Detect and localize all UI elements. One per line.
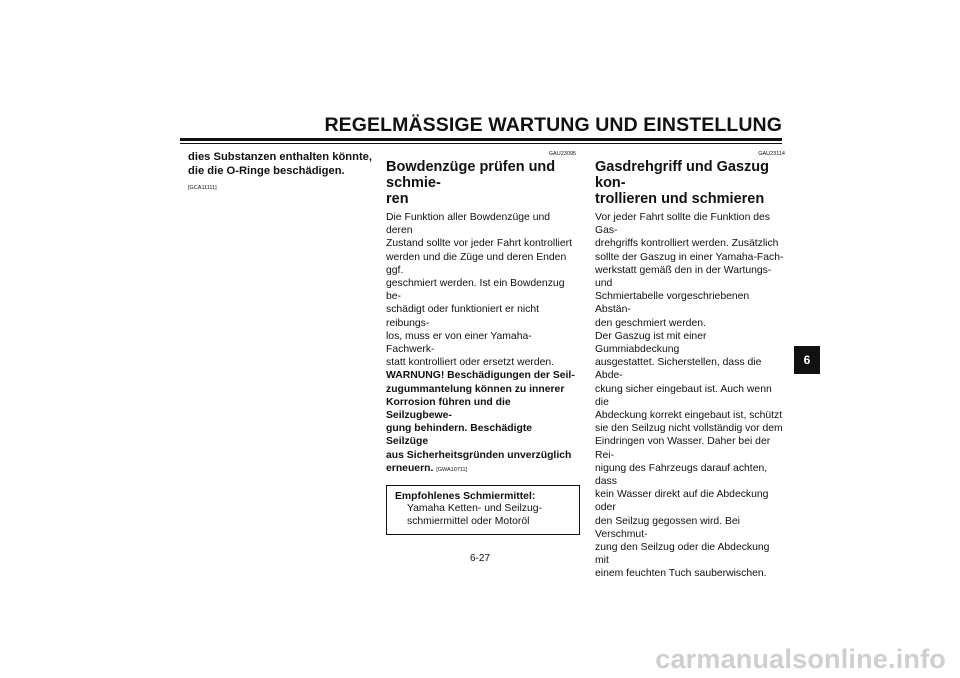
throttle-body-line-14: kein Wasser direkt auf die Abdeckung oder: [595, 489, 769, 514]
cables-body-line-5: schädigt oder funktioniert er nicht reibungs-: [386, 304, 540, 329]
section-heading-cables: [386, 159, 576, 207]
header-rule-thick: [180, 138, 782, 141]
caution-code: [GCA11111]: [188, 185, 217, 191]
lubricant-box-line-2: schmiermittel oder Motoröl: [407, 515, 530, 527]
warning-line-6: erneuern.: [386, 462, 434, 474]
throttle-body-line-4: werkstatt gemäß den in der Wartungs- und: [595, 264, 772, 290]
section-heading-throttle: [595, 159, 785, 207]
page-number: 6-27: [469, 553, 490, 564]
caution-continuation-line-1: dies Substanzen enthalten könnte,: [188, 151, 372, 163]
lubricant-box: [386, 485, 580, 535]
watermark: carmanualsonline.info: [655, 644, 946, 674]
lubricant-box-line-1: Yamaha Ketten- und Seilzug-: [407, 503, 542, 515]
warning-line-3: Korrosion führen und die Seilzugbewe-: [386, 396, 511, 422]
throttle-body-line-6: den geschmiert werden.: [595, 317, 706, 329]
cables-body-line-6: los, muss er von einer Yamaha-Fachwerk-: [386, 330, 532, 356]
throttle-body-line-3: sollte der Gaszug in einer Yamaha-Fach-: [595, 251, 784, 263]
throttle-body-line-11: sie den Seilzug nicht vollständig vor dem: [595, 423, 783, 435]
section-code-cables: GAU23095: [548, 151, 576, 157]
cables-body-line-3: werden und die Züge und deren Enden ggf.: [386, 251, 567, 276]
cables-body-line-2: Zustand sollte vor jeder Fahrt kontrolliert: [386, 238, 572, 250]
throttle-body-line-8: ausgestattet. Sicherstellen, dass die Abde-: [595, 357, 762, 382]
throttle-body-line-16: zung den Seilzug oder die Abdeckung mit: [595, 542, 770, 567]
header-rule-thin: [180, 143, 782, 144]
column-left: [188, 150, 378, 192]
section-code-throttle: GAU23114: [758, 151, 785, 157]
cables-body-line-7: statt kontrolliert oder ersetzt werden.: [386, 357, 555, 369]
page-header-title: REGELMÄSSIGE WARTUNG UND EINSTELLUNG: [324, 114, 782, 136]
warning-line-5: aus Sicherheitsgründen unverzüglich: [386, 449, 572, 461]
throttle-body-line-12: Eindringen von Wasser. Daher bei der Rei-: [595, 436, 771, 461]
warning-line-6-wrap: [386, 462, 576, 475]
cables-body-line-4: geschmiert werden. Ist ein Bowdenzug be-: [386, 278, 565, 303]
heading-line-2: ren: [386, 191, 409, 207]
throttle-body-line-7: Der Gaszug ist mit einer Gummiabdeckung: [595, 330, 707, 356]
throttle-body-line-2: drehgriffs kontrolliert werden. Zusätzlich: [595, 238, 779, 250]
throttle-body-line-17: einem feuchten Tuch sauberwischen.: [595, 568, 767, 580]
heading-line-2: trollieren und schmieren: [595, 191, 765, 207]
cables-body-line-1: Die Funktion aller Bowdenzüge und deren: [386, 212, 551, 237]
warning-code: [GWA10711]: [436, 466, 468, 473]
throttle-body-line-15: den Seilzug gegossen wird. Bei Verschmut-: [595, 515, 740, 540]
throttle-body-line-13: nigung des Fahrzeugs darauf achten, dass: [595, 462, 768, 488]
throttle-body-line-1: Vor jeder Fahrt sollte die Funktion des Gas-: [595, 212, 771, 237]
throttle-body-line-10: Abdeckung korrekt eingebaut ist, schützt: [595, 410, 783, 422]
throttle-body-line-9: ckung sicher eingebaut ist. Auch wenn die: [595, 383, 772, 408]
column-middle: [386, 150, 576, 535]
warning-line-4: gung behindern. Beschädigte Seilzüge: [386, 423, 533, 448]
warning-line-1: WARNUNG! Beschädigungen der Seil-: [386, 370, 575, 382]
warning-line-2: zugummantelung können zu innerer: [386, 383, 565, 395]
heading-line-1: Gasdrehgriff und Gaszug kon-: [595, 159, 770, 191]
column-right: [595, 150, 785, 581]
chapter-tab: 6: [794, 346, 820, 374]
caution-continuation-line-2: die die O-Ringe beschädigen.: [188, 165, 345, 177]
throttle-body-line-5: Schmiertabelle vorgeschriebenen Abstän-: [595, 291, 750, 316]
lubricant-box-title: Empfohlenes Schmiermittel:: [395, 491, 536, 503]
heading-line-1: Bowdenzüge prüfen und schmie-: [386, 159, 556, 191]
